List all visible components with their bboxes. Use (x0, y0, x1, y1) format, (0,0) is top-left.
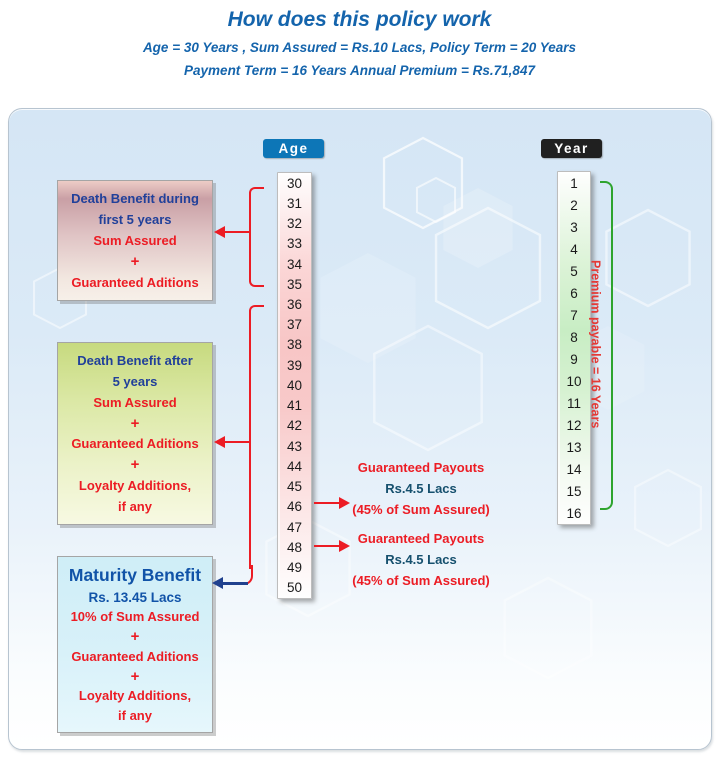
right-arrow-icon (339, 540, 350, 552)
age-cell: 50 (286, 580, 303, 596)
year-cell: 6 (570, 285, 578, 301)
arrow-line-to-first-box (223, 231, 251, 233)
bracket-ages-36-50-icon (249, 305, 264, 569)
age-cell: 40 (286, 377, 303, 393)
guaranteed-payout-annotation-2 (342, 528, 500, 591)
age-cell: 33 (286, 236, 303, 252)
year-cell: 12 (566, 417, 582, 433)
maturity-left-arrow-icon (212, 577, 223, 589)
year-cell: 7 (570, 307, 578, 323)
benefit-box-line: + (130, 456, 140, 474)
year-cell: 15 (566, 483, 582, 499)
page-title: How does this policy work (227, 8, 492, 31)
benefit-box-line: Guaranteed Aditions (71, 275, 199, 290)
right-arrow-icon (339, 497, 350, 509)
year-cell: 1 (570, 175, 578, 191)
age-cell: 44 (286, 458, 303, 474)
payout-arrow-line-2 (314, 545, 339, 547)
year-cell: 14 (566, 461, 582, 477)
age-cell: 37 (286, 317, 303, 333)
age-cell: 42 (286, 418, 303, 434)
subtitle-line-1: Age = 30 Years , Sum Assured = Rs.10 Lacs, Policy Term = 20 Years (142, 40, 577, 55)
benefit-box-line: Sum Assured (93, 233, 177, 248)
benefit-box-line: + (130, 667, 140, 685)
benefit-box-line: Loyalty Additions, (78, 478, 192, 494)
bracket-ages-30-35-icon (249, 187, 264, 287)
age-cell: 47 (286, 519, 303, 535)
payout-title: Guaranteed Payouts (357, 531, 485, 546)
year-cell: 11 (566, 395, 581, 411)
year-cell: 5 (570, 263, 578, 279)
benefit-box-line: + (130, 414, 140, 432)
age-cell: 38 (286, 337, 303, 353)
benefit-box-line: Loyalty Additions, (78, 688, 192, 704)
age-cell: 32 (286, 216, 303, 232)
payout-note: (45% of Sum Assured) (352, 502, 490, 517)
maturity-arrow-line (222, 582, 248, 585)
year-cell: 16 (566, 505, 582, 521)
age-cell: 39 (286, 357, 303, 373)
payout-note: (45% of Sum Assured) (352, 573, 490, 588)
age-cell: 45 (286, 479, 303, 495)
age-cell: 48 (286, 539, 303, 555)
benefit-box-line: + (130, 253, 140, 270)
age-cell: 34 (286, 256, 303, 272)
left-arrow-icon (214, 226, 225, 238)
payout-amount: Rs.4.5 Lacs (385, 481, 457, 496)
subtitle-line-2: Payment Term = 16 Years Annual Premium = Rs.71,847 (184, 63, 535, 78)
benefit-box-line: if any (118, 499, 152, 514)
year-cell: 9 (570, 351, 578, 367)
benefit-box-line: Guaranteed Aditions (71, 436, 199, 452)
year-cell: 2 (570, 197, 578, 213)
year-cell: 4 (570, 241, 578, 257)
guaranteed-payout-annotation-1 (342, 457, 500, 520)
payout-amount: Rs.4.5 Lacs (385, 552, 457, 567)
age-column (277, 172, 312, 599)
benefit-box-line: + (130, 628, 140, 646)
age-cell: 36 (286, 297, 303, 313)
year-cell: 8 (570, 329, 578, 345)
year-cell: 3 (570, 219, 578, 235)
age-cell: 49 (286, 560, 303, 576)
death-benefit-first-5-years-box (57, 180, 213, 301)
premium-payable-label: Premium payable = 16 Years (588, 259, 603, 429)
age-cell: 31 (286, 195, 303, 211)
benefit-box-line: Sum Assured (93, 394, 177, 410)
benefit-box-line: Maturity Benefit (68, 564, 202, 585)
maturity-benefit-box (57, 556, 213, 733)
year-column (557, 171, 591, 525)
year-column-header: Year (541, 139, 602, 158)
benefit-box-line: 10% of Sum Assured (70, 609, 200, 625)
benefit-box-line: 5 years (112, 373, 158, 389)
benefit-box-line: Guaranteed Aditions (71, 648, 199, 664)
age-cell: 46 (286, 499, 303, 515)
age-cell: 43 (286, 438, 303, 454)
payout-title: Guaranteed Payouts (357, 460, 485, 475)
benefit-box-line: Death Benefit after (77, 352, 193, 368)
age-cell: 30 (286, 175, 303, 191)
year-cell: 10 (566, 373, 582, 389)
death-benefit-after-5-years-box (57, 342, 213, 525)
year-cell: 13 (566, 439, 582, 455)
payout-arrow-line-1 (314, 502, 339, 504)
benefit-box-line: Death Benefit during (71, 191, 199, 206)
age-cell: 35 (286, 276, 303, 292)
benefit-box-line: if any (118, 708, 152, 724)
benefit-box-line: first 5 years (98, 212, 172, 227)
benefit-box-line: Rs. 13.45 Lacs (88, 589, 182, 605)
age-column-header: Age (263, 139, 324, 158)
age-cell: 41 (286, 398, 303, 414)
arrow-line-to-second-box (223, 441, 251, 443)
left-arrow-icon (214, 436, 225, 448)
